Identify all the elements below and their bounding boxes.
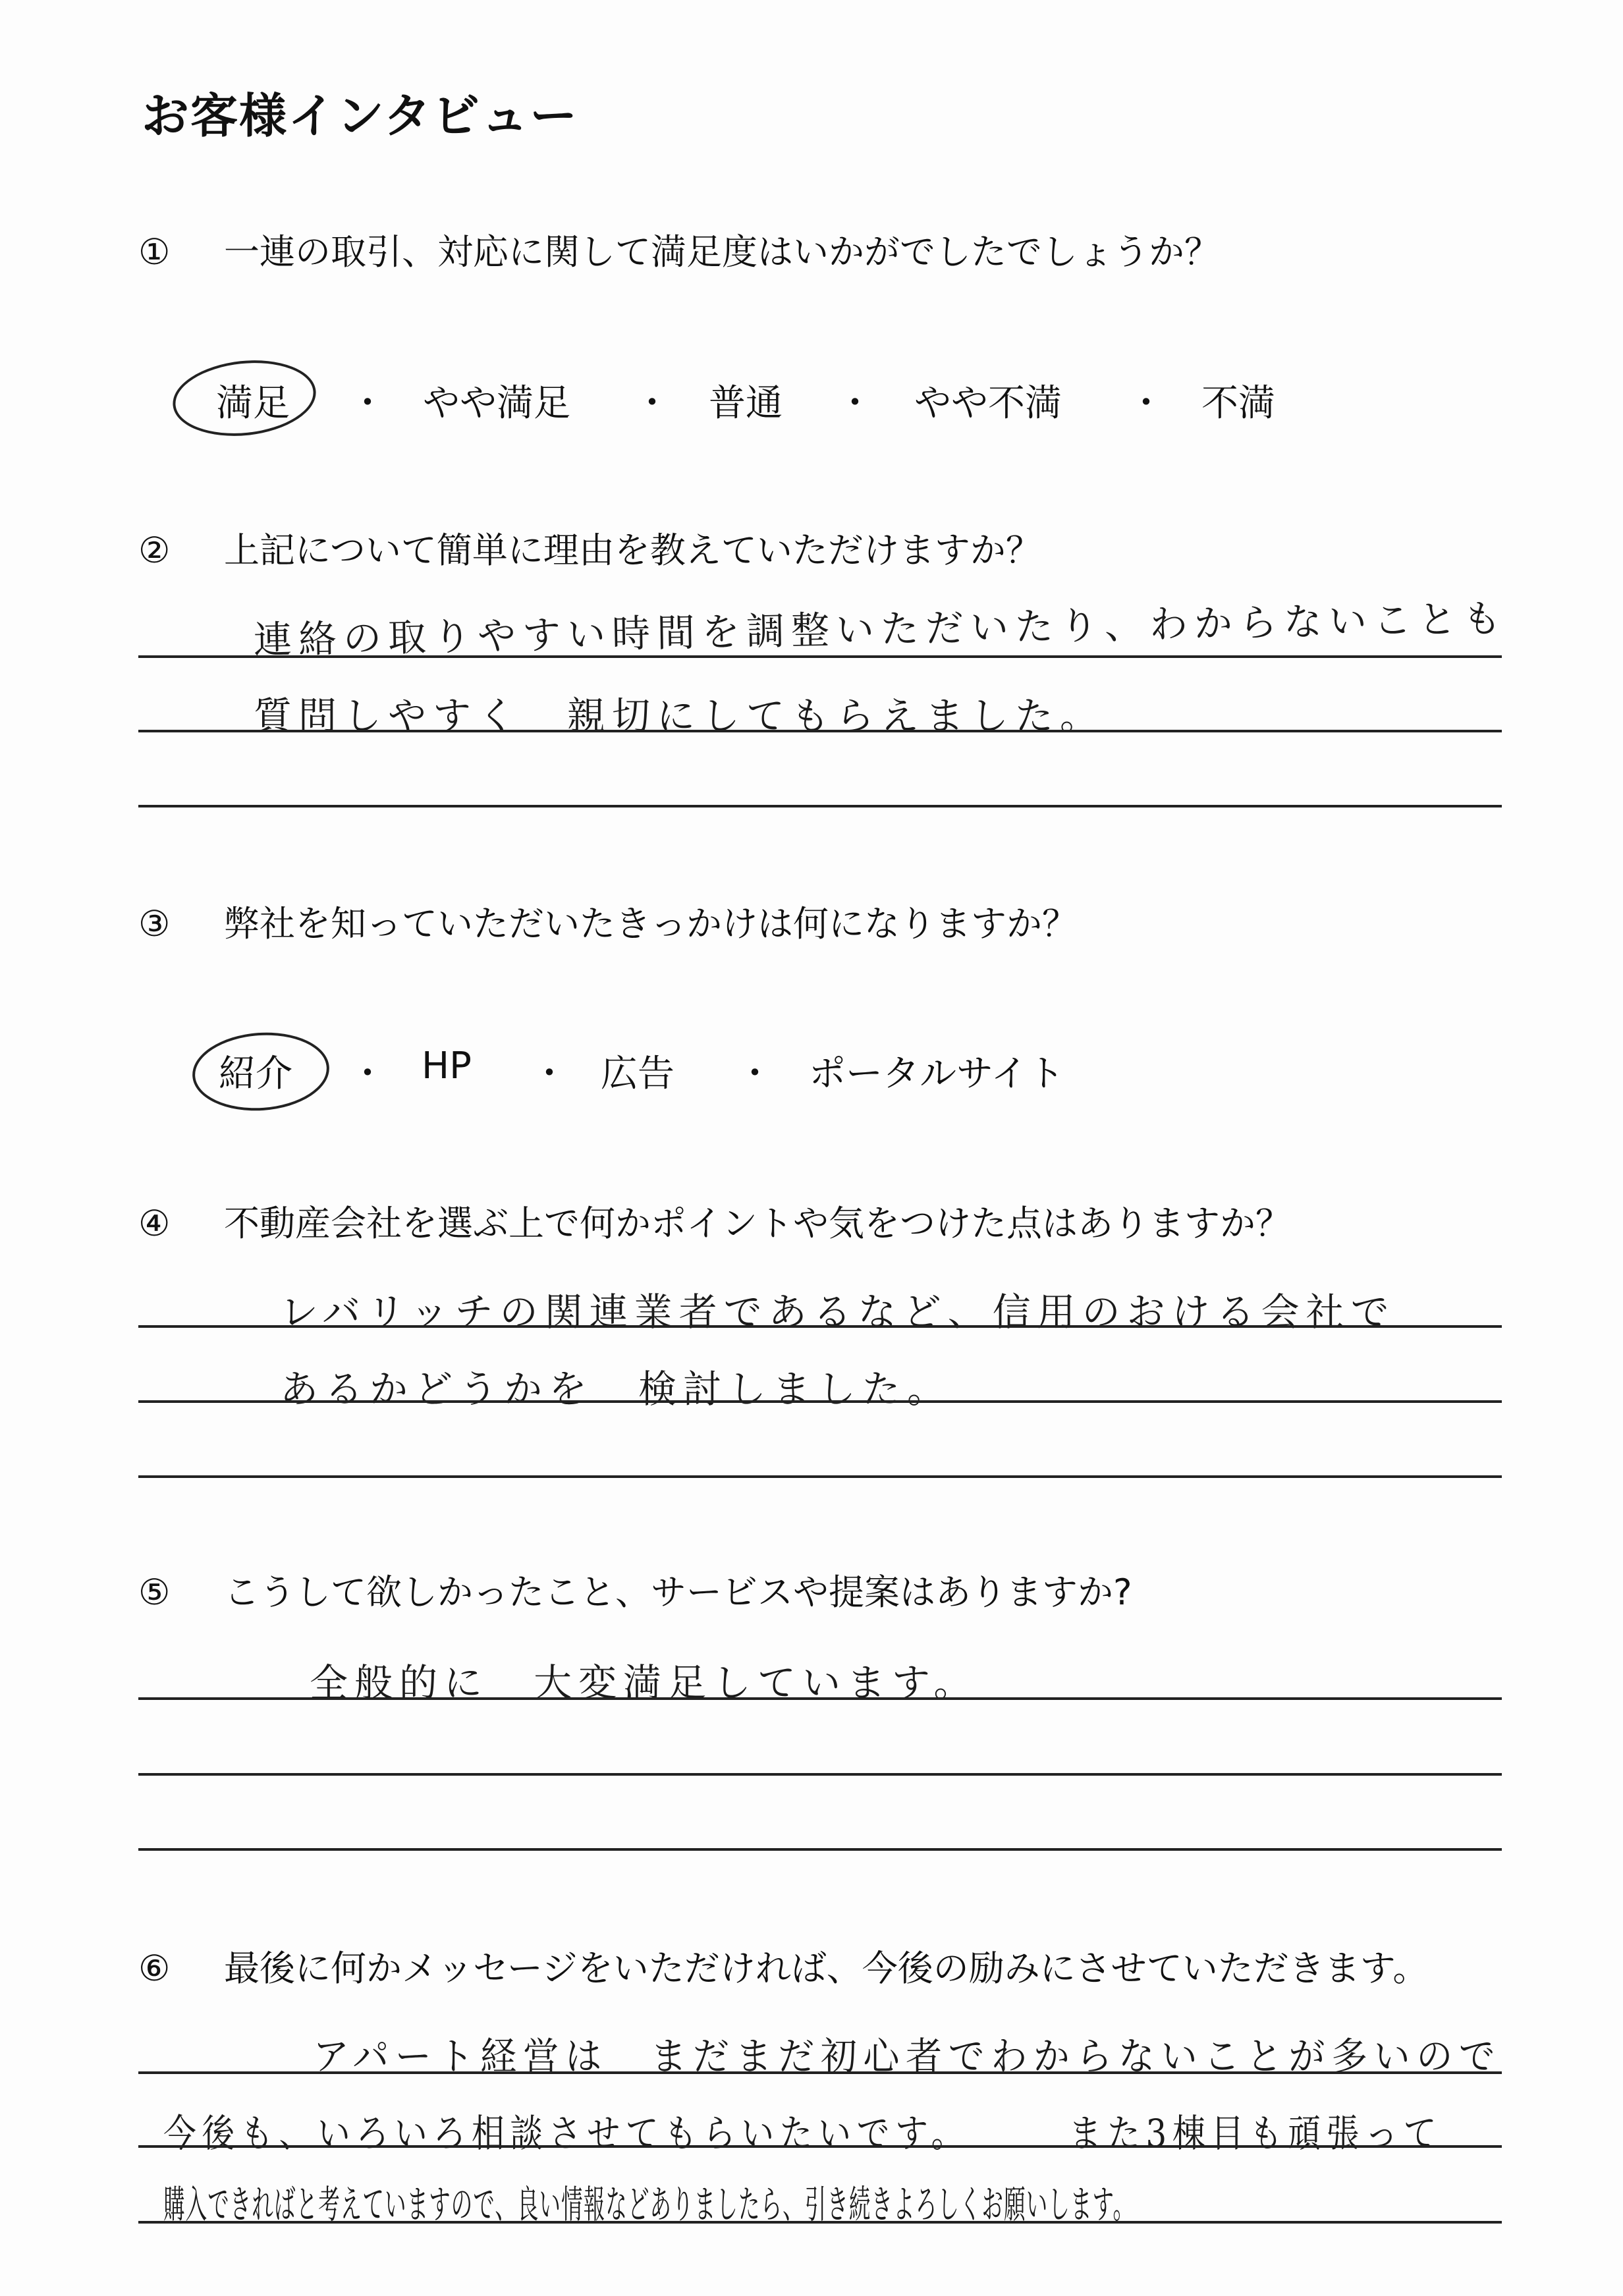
question-text: こうして欲しかったこと、サービスや提案はありますか?	[224, 1572, 1132, 1613]
separator-dot: ・	[736, 1052, 773, 1095]
handwritten-answer-line: レバリッチの関連業者であるなど、信用のおける会社で	[280, 1290, 1396, 1334]
question-text: 一連の取引、対応に関して満足度はいかがでしたでしょうか？	[224, 231, 1220, 273]
question-text: 弊社を知っていただいたきっかけは何になりますか？	[224, 903, 1078, 944]
answer-rule	[138, 1773, 1502, 1776]
question-5	[138, 1564, 1132, 1615]
answer-rule	[138, 1848, 1502, 1851]
page-title: お客様インタビュー	[142, 88, 579, 144]
answer-rule	[138, 2221, 1502, 2224]
question-4	[138, 1195, 1291, 1246]
question-number: ⑤	[138, 1572, 171, 1613]
question-3	[138, 896, 1078, 946]
answer-rule	[138, 2071, 1502, 2074]
answer-rule	[138, 655, 1502, 658]
handwritten-answer-line: 全般的に 大変満足しています。	[310, 1660, 979, 1705]
separator-dot: ・	[1128, 382, 1165, 425]
option-somewhat-dissatisfied[interactable]: やや不満	[914, 382, 1062, 425]
handwritten-answer-line: アパート経営は まだまだ初心者でわからないことが多いので	[313, 2034, 1502, 2079]
question-text: 上記について簡単に理由を教えていただけますか？	[224, 530, 1041, 571]
answer-rule	[138, 730, 1502, 732]
answer-rule	[138, 2145, 1502, 2148]
question-2	[138, 522, 1041, 573]
question-number: ①	[138, 231, 171, 273]
option-satisfied[interactable]: 満足	[216, 382, 290, 425]
handwritten-answer-line: 購入できればと考えていますので、良い情報などありましたら、引き続きよろしくお願いします。	[163, 2182, 1136, 2227]
handwritten-answer-line: 今後も、いろいろ相談させてもらいたいです。 また3棟目も頑張って	[163, 2111, 1443, 2156]
handwritten-answer-line: あるかどうかを 検討しました。	[280, 1367, 952, 1411]
separator-dot: ・	[349, 382, 386, 425]
option-normal[interactable]: 普通	[709, 382, 783, 425]
handwritten-answer-line: 質問しやすく 親切にしてもらえました。	[254, 694, 1105, 738]
question-6	[138, 1940, 1428, 1991]
option-portal-site[interactable]: ポータルサイト	[809, 1052, 1065, 1095]
separator-dot: ・	[837, 382, 873, 425]
answer-rule	[138, 1325, 1502, 1328]
question-number: ⑥	[138, 1948, 171, 1989]
question-1	[138, 224, 1220, 275]
question-number: ②	[138, 530, 171, 571]
question-number: ③	[138, 903, 171, 944]
option-somewhat-satisfied[interactable]: やや満足	[423, 382, 570, 425]
option-referral[interactable]: 紹介	[219, 1052, 292, 1095]
question-number: ④	[138, 1203, 171, 1244]
option-advertisement[interactable]: 広告	[601, 1052, 674, 1095]
separator-dot: ・	[349, 1052, 386, 1095]
answer-rule	[138, 1400, 1502, 1403]
handwritten-answer-line: 連絡の取りやすい時間を調整いただいたり、わからないことも	[253, 595, 1508, 663]
answer-rule	[138, 1475, 1502, 1478]
question-text: 最後に何かメッセージをいただければ、今後の励みにさせていただきます。	[224, 1948, 1429, 1989]
option-hp[interactable]: HP	[422, 1045, 472, 1087]
separator-dot: ・	[531, 1052, 568, 1095]
separator-dot: ・	[634, 382, 671, 425]
answer-rule	[138, 1697, 1502, 1700]
question-text: 不動産会社を選ぶ上で何かポイントや気をつけた点はありますか？	[224, 1203, 1291, 1244]
option-dissatisfied[interactable]: 不満	[1201, 382, 1275, 425]
answer-rule	[138, 805, 1502, 807]
